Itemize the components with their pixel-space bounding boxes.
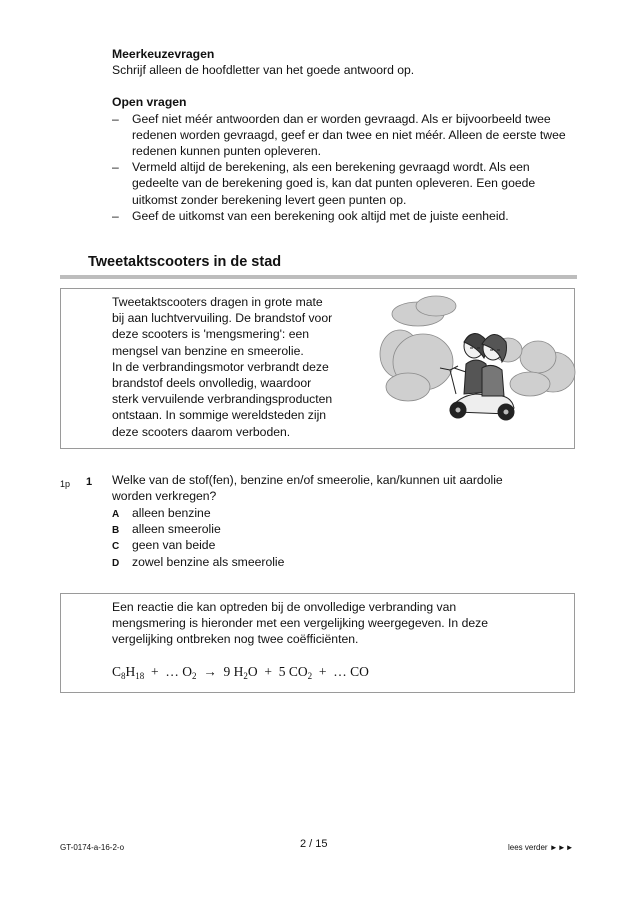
question-stem [112,472,582,504]
eq-co-sub: 2 [307,671,313,681]
question-number: 1 [86,476,93,488]
answer-options [112,505,284,570]
eq-arrow: → [203,664,217,679]
eq-o: O [182,664,193,679]
eq-h-sub: 18 [135,671,145,681]
option-letter: C [112,541,120,553]
reaction-line: vergelijking ontbreken nog twee coëfficiënten. [112,632,359,647]
option-text: geen van beide [132,538,216,553]
intro-line: sterk vervuilende verbrandingsproducten [112,392,333,407]
option-text: zowel benzine als smeerolie [132,554,285,569]
option-letter: D [112,557,120,569]
intro-line: deze scooters daarom verboden. [112,424,291,439]
reaction-line: mengsmering is hieronder met een vergelijking weergegeven. In deze [112,616,488,631]
section-title: Tweetaktscooters in de stad [88,254,282,270]
option-text: alleen benzine [132,506,211,520]
eq-coef-co2: 5 [278,664,286,679]
answer-option [112,537,284,553]
eq-missing-coefficient: … [165,664,179,679]
eq-c-sub: 8 [121,671,126,681]
intro-line: brandstof deels onvolledig, waardoor [112,376,312,391]
intro-line: Tweetaktscooters dragen in grote mate [112,295,323,309]
eq-c: C [112,664,122,679]
question-points: 1p [60,479,71,489]
page-number: 2 / 15 [300,838,328,850]
option-letter: B [112,525,120,537]
question-stem-line: worden verkregen? [112,489,217,504]
answer-option [112,554,284,570]
instruction-bullet: – Geef niet méér antwoorden dan er worden gevraagd. Als er bijvoorbeeld twee redenen worden gevraagd, geef er dan twee en niet méér. Alleen de eerste twee redenen kunnen punten opleveren. [112,111,572,160]
eq-h: H [125,664,136,679]
option-letter: A [112,509,120,520]
mc-heading: Meerkeuzevragen [112,47,215,61]
instruction-bullet: – Vermeld altijd de berekening, als een berekening gevraagd wordt. Als een gedeelte van de berekening goed is, kan dat punten opleveren. Een goede uitkomst zonder berekening levert geen punten op. [112,159,572,208]
mc-text: Schrijf alleen de hoofdletter van het goede antwoord op. [112,63,415,78]
answer-option [112,521,284,537]
reaction-line: Een reactie die kan optreden bij de onvolledige verbranding van [112,600,457,614]
reaction-equation [112,664,369,680]
eq-o: O [247,664,258,679]
intro-line: ontstaan. In sommige wereldsteden zijn [112,408,327,423]
instruction-bullet: – Geef de uitkomst van een berekening ook altijd met de juiste eenheid. [112,208,572,224]
option-text: alleen smeerolie [132,522,221,537]
intro-line: mengsel van benzine en smeerolie. [112,343,304,358]
intro-line: deze scooters is 'mengsmering': een [112,327,310,342]
eq-h-sub: 2 [243,671,248,681]
intro-line: In de verbrandingsmotor verbrandt deze [112,359,329,374]
open-heading: Open vragen [112,95,187,110]
scooter-smoke-illustration [378,292,578,422]
answer-option [112,505,284,521]
eq-missing-coefficient: … [333,664,347,679]
instruction-list [112,111,572,224]
eq-coef-water: 9 [223,664,231,679]
eq-plus: + [318,664,327,679]
eq-co: CO [288,664,308,679]
exam-code: GT-0174-a-16-2-o [60,843,125,852]
continue-indicator: lees verder ►►► [508,843,574,852]
eq-plus: + [264,664,273,679]
eq-h: H [233,664,244,679]
reaction-text [112,599,562,648]
eq-plus: + [151,664,159,679]
intro-text [112,294,362,440]
eq-o-sub: 2 [192,671,197,681]
instructions-block [112,46,572,224]
intro-line: bij aan luchtvervuiling. De brandstof voor [112,311,333,326]
question-stem-line: Welke van de stof(fen), benzine en/of smeerolie, kan/kunnen uit aardolie [112,473,503,487]
eq-co: CO [350,664,369,679]
section-divider [60,275,577,279]
